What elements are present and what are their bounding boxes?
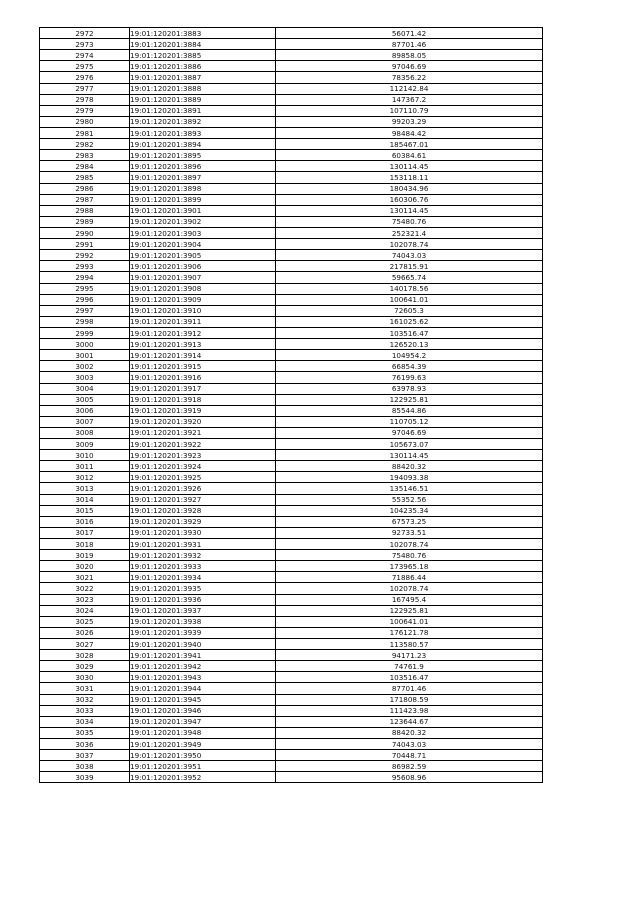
amount-cell: 140178.56 <box>276 283 543 294</box>
table-row <box>40 283 543 294</box>
amount-cell: 75480.76 <box>276 550 543 561</box>
row-number-cell: 2976 <box>40 72 130 83</box>
row-number-cell: 3032 <box>40 694 130 705</box>
row-number-cell: 2995 <box>40 283 130 294</box>
amount-cell: 102078.74 <box>276 539 543 550</box>
table-row <box>40 527 543 538</box>
row-number-cell: 3015 <box>40 505 130 516</box>
cadastral-number-cell: 19:01:120201:3921 <box>130 427 276 438</box>
cadastral-number-cell: 19:01:120201:3938 <box>130 616 276 627</box>
table-row <box>40 683 543 694</box>
table-row <box>40 394 543 405</box>
table-row <box>40 239 543 250</box>
cadastral-number-cell: 19:01:120201:3920 <box>130 416 276 427</box>
amount-cell: 71886.44 <box>276 572 543 583</box>
cadastral-number-cell: 19:01:120201:3914 <box>130 350 276 361</box>
table-row <box>40 761 543 772</box>
table-row <box>40 50 543 61</box>
row-number-cell: 2981 <box>40 127 130 138</box>
cadastral-number-cell: 19:01:120201:3898 <box>130 183 276 194</box>
row-number-cell: 3035 <box>40 727 130 738</box>
amount-cell: 59665.74 <box>276 272 543 283</box>
cadastral-number-cell: 19:01:120201:3932 <box>130 550 276 561</box>
table-row <box>40 616 543 627</box>
row-number-cell: 2974 <box>40 50 130 61</box>
table-row <box>40 594 543 605</box>
table-row <box>40 316 543 327</box>
table-row <box>40 72 543 83</box>
row-number-cell: 3036 <box>40 739 130 750</box>
table-row <box>40 350 543 361</box>
table-row <box>40 339 543 350</box>
table-row <box>40 116 543 127</box>
row-number-cell: 3010 <box>40 450 130 461</box>
row-number-cell: 2985 <box>40 172 130 183</box>
cadastral-number-cell: 19:01:120201:3906 <box>130 261 276 272</box>
row-number-cell: 3016 <box>40 516 130 527</box>
amount-cell: 72605.3 <box>276 305 543 316</box>
amount-cell: 94171.23 <box>276 650 543 661</box>
cadastral-number-cell: 19:01:120201:3939 <box>130 627 276 638</box>
cadastral-number-cell: 19:01:120201:3896 <box>130 161 276 172</box>
row-number-cell: 3033 <box>40 705 130 716</box>
row-number-cell: 2972 <box>40 28 130 39</box>
table-row <box>40 427 543 438</box>
amount-cell: 99203.29 <box>276 116 543 127</box>
amount-cell: 153118.11 <box>276 172 543 183</box>
cadastral-number-cell: 19:01:120201:3904 <box>130 239 276 250</box>
amount-cell: 76199.63 <box>276 372 543 383</box>
row-number-cell: 3039 <box>40 772 130 783</box>
row-number-cell: 2998 <box>40 316 130 327</box>
table-row <box>40 83 543 94</box>
row-number-cell: 2993 <box>40 261 130 272</box>
amount-cell: 74761.9 <box>276 661 543 672</box>
amount-cell: 173965.18 <box>276 561 543 572</box>
table-row <box>40 227 543 238</box>
cadastral-number-cell: 19:01:120201:3888 <box>130 83 276 94</box>
amount-cell: 161025.62 <box>276 316 543 327</box>
cadastral-number-cell: 19:01:120201:3922 <box>130 439 276 450</box>
table-row <box>40 405 543 416</box>
amount-cell: 110705.12 <box>276 416 543 427</box>
table-row <box>40 516 543 527</box>
cadastral-number-cell: 19:01:120201:3884 <box>130 39 276 50</box>
table-row <box>40 739 543 750</box>
cadastral-number-cell: 19:01:120201:3919 <box>130 405 276 416</box>
cadastral-number-cell: 19:01:120201:3909 <box>130 294 276 305</box>
table-row <box>40 39 543 50</box>
cadastral-number-cell: 19:01:120201:3928 <box>130 505 276 516</box>
row-number-cell: 2988 <box>40 205 130 216</box>
amount-cell: 122925.81 <box>276 605 543 616</box>
cadastral-number-cell: 19:01:120201:3893 <box>130 127 276 138</box>
cadastral-number-cell: 19:01:120201:3902 <box>130 216 276 227</box>
cadastral-number-cell: 19:01:120201:3905 <box>130 250 276 261</box>
amount-cell: 122925.81 <box>276 394 543 405</box>
amount-cell: 70448.71 <box>276 750 543 761</box>
table-row <box>40 550 543 561</box>
amount-cell: 87701.46 <box>276 39 543 50</box>
row-number-cell: 2973 <box>40 39 130 50</box>
amount-cell: 60384.61 <box>276 150 543 161</box>
cadastral-number-cell: 19:01:120201:3927 <box>130 494 276 505</box>
row-number-cell: 3018 <box>40 539 130 550</box>
amount-cell: 63978.93 <box>276 383 543 394</box>
amount-cell: 167495.4 <box>276 594 543 605</box>
table-row <box>40 150 543 161</box>
cadastral-number-cell: 19:01:120201:3886 <box>130 61 276 72</box>
cadastral-number-cell: 19:01:120201:3949 <box>130 739 276 750</box>
amount-cell: 130114.45 <box>276 450 543 461</box>
table-row <box>40 539 543 550</box>
amount-cell: 126520.13 <box>276 339 543 350</box>
row-number-cell: 2983 <box>40 150 130 161</box>
amount-cell: 113580.57 <box>276 639 543 650</box>
row-number-cell: 2986 <box>40 183 130 194</box>
cadastral-number-cell: 19:01:120201:3911 <box>130 316 276 327</box>
row-number-cell: 3017 <box>40 527 130 538</box>
cadastral-number-cell: 19:01:120201:3913 <box>130 339 276 350</box>
row-number-cell: 2980 <box>40 116 130 127</box>
row-number-cell: 3000 <box>40 339 130 350</box>
table-row <box>40 205 543 216</box>
row-number-cell: 3037 <box>40 750 130 761</box>
cadastral-number-cell: 19:01:120201:3926 <box>130 483 276 494</box>
row-number-cell: 3031 <box>40 683 130 694</box>
cadastral-number-cell: 19:01:120201:3916 <box>130 372 276 383</box>
table-row <box>40 372 543 383</box>
table-row <box>40 450 543 461</box>
amount-cell: 102078.74 <box>276 239 543 250</box>
table-row <box>40 28 543 39</box>
amount-cell: 100641.01 <box>276 294 543 305</box>
row-number-cell: 3038 <box>40 761 130 772</box>
table-row <box>40 627 543 638</box>
table-row <box>40 105 543 116</box>
amount-cell: 107110.79 <box>276 105 543 116</box>
amount-cell: 123644.67 <box>276 716 543 727</box>
table-row <box>40 672 543 683</box>
row-number-cell: 3013 <box>40 483 130 494</box>
row-number-cell: 3005 <box>40 394 130 405</box>
row-number-cell: 3030 <box>40 672 130 683</box>
table-row <box>40 327 543 338</box>
amount-cell: 104235.34 <box>276 505 543 516</box>
row-number-cell: 3011 <box>40 461 130 472</box>
cadastral-number-cell: 19:01:120201:3935 <box>130 583 276 594</box>
cadastral-number-cell: 19:01:120201:3951 <box>130 761 276 772</box>
row-number-cell: 2979 <box>40 105 130 116</box>
cadastral-number-cell: 19:01:120201:3948 <box>130 727 276 738</box>
row-number-cell: 3003 <box>40 372 130 383</box>
table-row <box>40 439 543 450</box>
row-number-cell: 3028 <box>40 650 130 661</box>
amount-cell: 147367.2 <box>276 94 543 105</box>
table-row <box>40 383 543 394</box>
row-number-cell: 3019 <box>40 550 130 561</box>
table-row <box>40 172 543 183</box>
cadastral-number-cell: 19:01:120201:3885 <box>130 50 276 61</box>
table-row <box>40 772 543 783</box>
row-number-cell: 3025 <box>40 616 130 627</box>
amount-cell: 111423.98 <box>276 705 543 716</box>
table-row <box>40 727 543 738</box>
amount-cell: 88420.32 <box>276 461 543 472</box>
amount-cell: 74043.03 <box>276 739 543 750</box>
cadastral-number-cell: 19:01:120201:3942 <box>130 661 276 672</box>
table-row <box>40 161 543 172</box>
table-row <box>40 483 543 494</box>
amount-cell: 194093.38 <box>276 472 543 483</box>
row-number-cell: 3008 <box>40 427 130 438</box>
row-number-cell: 3027 <box>40 639 130 650</box>
amount-cell: 217815.91 <box>276 261 543 272</box>
amount-cell: 185467.01 <box>276 139 543 150</box>
row-number-cell: 2999 <box>40 327 130 338</box>
table-row <box>40 661 543 672</box>
table-row <box>40 650 543 661</box>
parcel-table-body <box>40 28 543 783</box>
cadastral-number-cell: 19:01:120201:3903 <box>130 227 276 238</box>
table-row <box>40 583 543 594</box>
amount-cell: 105673.07 <box>276 439 543 450</box>
table-row <box>40 139 543 150</box>
cadastral-number-cell: 19:01:120201:3941 <box>130 650 276 661</box>
table-row <box>40 494 543 505</box>
row-number-cell: 2987 <box>40 194 130 205</box>
cadastral-number-cell: 19:01:120201:3933 <box>130 561 276 572</box>
table-row <box>40 216 543 227</box>
amount-cell: 55352.56 <box>276 494 543 505</box>
table-row <box>40 183 543 194</box>
cadastral-number-cell: 19:01:120201:3917 <box>130 383 276 394</box>
row-number-cell: 3022 <box>40 583 130 594</box>
amount-cell: 171808.59 <box>276 694 543 705</box>
row-number-cell: 3009 <box>40 439 130 450</box>
table-row <box>40 94 543 105</box>
table-row <box>40 472 543 483</box>
row-number-cell: 3001 <box>40 350 130 361</box>
row-number-cell: 2984 <box>40 161 130 172</box>
amount-cell: 104954.2 <box>276 350 543 361</box>
cadastral-number-cell: 19:01:120201:3930 <box>130 527 276 538</box>
row-number-cell: 2991 <box>40 239 130 250</box>
cadastral-number-cell: 19:01:120201:3891 <box>130 105 276 116</box>
amount-cell: 88420.32 <box>276 727 543 738</box>
amount-cell: 102078.74 <box>276 583 543 594</box>
row-number-cell: 2996 <box>40 294 130 305</box>
row-number-cell: 3034 <box>40 716 130 727</box>
amount-cell: 97046.69 <box>276 427 543 438</box>
cadastral-number-cell: 19:01:120201:3944 <box>130 683 276 694</box>
row-number-cell: 3014 <box>40 494 130 505</box>
row-number-cell: 2978 <box>40 94 130 105</box>
cadastral-number-cell: 19:01:120201:3912 <box>130 327 276 338</box>
cadastral-number-cell: 19:01:120201:3940 <box>130 639 276 650</box>
table-row <box>40 416 543 427</box>
amount-cell: 252321.4 <box>276 227 543 238</box>
cadastral-number-cell: 19:01:120201:3937 <box>130 605 276 616</box>
cadastral-number-cell: 19:01:120201:3947 <box>130 716 276 727</box>
cadastral-number-cell: 19:01:120201:3943 <box>130 672 276 683</box>
amount-cell: 56071.42 <box>276 28 543 39</box>
row-number-cell: 3004 <box>40 383 130 394</box>
row-number-cell: 3023 <box>40 594 130 605</box>
table-row <box>40 261 543 272</box>
amount-cell: 89858.05 <box>276 50 543 61</box>
row-number-cell: 3029 <box>40 661 130 672</box>
amount-cell: 66854.39 <box>276 361 543 372</box>
amount-cell: 103516.47 <box>276 672 543 683</box>
table-row <box>40 639 543 650</box>
row-number-cell: 2994 <box>40 272 130 283</box>
amount-cell: 97046.69 <box>276 61 543 72</box>
row-number-cell: 3026 <box>40 627 130 638</box>
cadastral-number-cell: 19:01:120201:3910 <box>130 305 276 316</box>
cadastral-number-cell: 19:01:120201:3883 <box>130 28 276 39</box>
amount-cell: 87701.46 <box>276 683 543 694</box>
amount-cell: 67573.25 <box>276 516 543 527</box>
cadastral-number-cell: 19:01:120201:3889 <box>130 94 276 105</box>
cadastral-number-cell: 19:01:120201:3892 <box>130 116 276 127</box>
amount-cell: 176121.78 <box>276 627 543 638</box>
amount-cell: 130114.45 <box>276 205 543 216</box>
amount-cell: 92733.51 <box>276 527 543 538</box>
amount-cell: 98484.42 <box>276 127 543 138</box>
cadastral-number-cell: 19:01:120201:3899 <box>130 194 276 205</box>
amount-cell: 160306.76 <box>276 194 543 205</box>
cadastral-number-cell: 19:01:120201:3950 <box>130 750 276 761</box>
cadastral-number-cell: 19:01:120201:3924 <box>130 461 276 472</box>
table-row <box>40 716 543 727</box>
amount-cell: 95608.96 <box>276 772 543 783</box>
amount-cell: 74043.03 <box>276 250 543 261</box>
row-number-cell: 2992 <box>40 250 130 261</box>
table-row <box>40 572 543 583</box>
amount-cell: 135146.51 <box>276 483 543 494</box>
cadastral-number-cell: 19:01:120201:3923 <box>130 450 276 461</box>
amount-cell: 100641.01 <box>276 616 543 627</box>
amount-cell: 78356.22 <box>276 72 543 83</box>
amount-cell: 112142.84 <box>276 83 543 94</box>
amount-cell: 85544.86 <box>276 405 543 416</box>
row-number-cell: 2997 <box>40 305 130 316</box>
table-row <box>40 250 543 261</box>
table-row <box>40 561 543 572</box>
amount-cell: 180434.96 <box>276 183 543 194</box>
row-number-cell: 3020 <box>40 561 130 572</box>
row-number-cell: 3024 <box>40 605 130 616</box>
cadastral-number-cell: 19:01:120201:3946 <box>130 705 276 716</box>
row-number-cell: 3002 <box>40 361 130 372</box>
table-row <box>40 305 543 316</box>
table-row <box>40 127 543 138</box>
table-row <box>40 61 543 72</box>
table-row <box>40 461 543 472</box>
table-row <box>40 294 543 305</box>
amount-cell: 130114.45 <box>276 161 543 172</box>
table-row <box>40 194 543 205</box>
cadastral-number-cell: 19:01:120201:3894 <box>130 139 276 150</box>
parcel-table <box>39 27 543 783</box>
row-number-cell: 3007 <box>40 416 130 427</box>
table-row <box>40 361 543 372</box>
cadastral-number-cell: 19:01:120201:3925 <box>130 472 276 483</box>
cadastral-number-cell: 19:01:120201:3931 <box>130 539 276 550</box>
row-number-cell: 2982 <box>40 139 130 150</box>
cadastral-number-cell: 19:01:120201:3945 <box>130 694 276 705</box>
cadastral-number-cell: 19:01:120201:3907 <box>130 272 276 283</box>
cadastral-number-cell: 19:01:120201:3901 <box>130 205 276 216</box>
row-number-cell: 2977 <box>40 83 130 94</box>
cadastral-number-cell: 19:01:120201:3929 <box>130 516 276 527</box>
row-number-cell: 2990 <box>40 227 130 238</box>
cadastral-number-cell: 19:01:120201:3952 <box>130 772 276 783</box>
table-row <box>40 505 543 516</box>
cadastral-number-cell: 19:01:120201:3908 <box>130 283 276 294</box>
table-row <box>40 605 543 616</box>
cadastral-number-cell: 19:01:120201:3934 <box>130 572 276 583</box>
cadastral-number-cell: 19:01:120201:3918 <box>130 394 276 405</box>
table-row <box>40 750 543 761</box>
cadastral-number-cell: 19:01:120201:3936 <box>130 594 276 605</box>
row-number-cell: 2989 <box>40 216 130 227</box>
cadastral-number-cell: 19:01:120201:3897 <box>130 172 276 183</box>
row-number-cell: 3006 <box>40 405 130 416</box>
cadastral-number-cell: 19:01:120201:3887 <box>130 72 276 83</box>
amount-cell: 75480.76 <box>276 216 543 227</box>
table-row <box>40 705 543 716</box>
cadastral-number-cell: 19:01:120201:3895 <box>130 150 276 161</box>
amount-cell: 86982.59 <box>276 761 543 772</box>
amount-cell: 103516.47 <box>276 327 543 338</box>
row-number-cell: 3021 <box>40 572 130 583</box>
table-row <box>40 272 543 283</box>
table-row <box>40 694 543 705</box>
cadastral-number-cell: 19:01:120201:3915 <box>130 361 276 372</box>
row-number-cell: 2975 <box>40 61 130 72</box>
row-number-cell: 3012 <box>40 472 130 483</box>
